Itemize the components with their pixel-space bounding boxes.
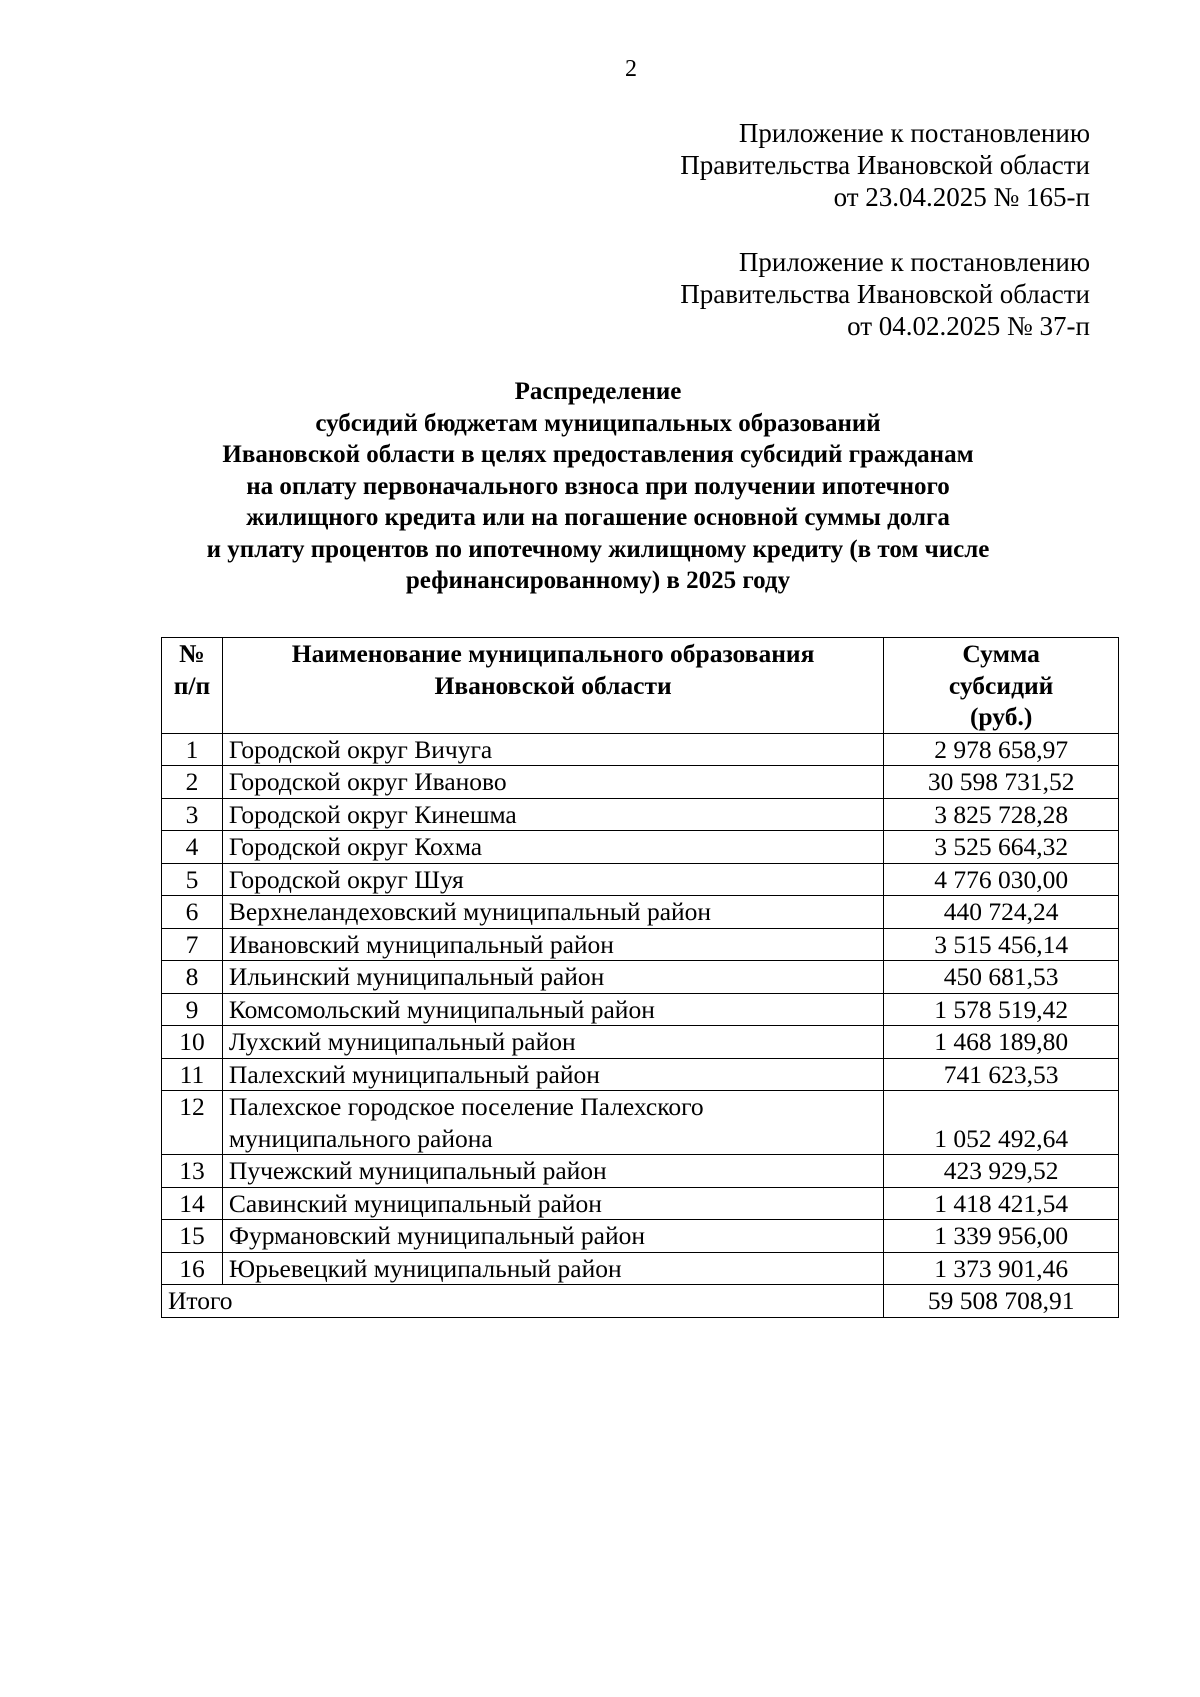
row-municipality-line2: муниципального района [228,1123,493,1153]
row-sum: 450 681,53 [884,961,1119,994]
table-header-row [162,638,1119,734]
row-number: 12 [162,1091,223,1155]
row-sum: 1 052 492,64 [884,1091,1119,1155]
row-municipality-line1: Палехское городское поселение Палехского [228,1092,704,1121]
row-municipality: Городской округ Вичуга [222,733,883,766]
table-row [162,896,1119,929]
annex-reference-current [680,117,1090,213]
table-row [162,798,1119,831]
table-row [162,928,1119,961]
row-municipality: Пучежский муниципальный район [222,1155,883,1188]
header-subsidy-sum [884,638,1119,734]
row-municipality: Лухский муниципальный район [222,1026,883,1059]
table-row [162,863,1119,896]
table-row [162,1187,1119,1220]
row-municipality: Юрьевецкий муниципальный район [222,1252,883,1285]
table-row [162,766,1119,799]
row-number: 10 [162,1026,223,1059]
header-municipality-name [222,638,883,734]
row-municipality: Городской округ Кохма [222,831,883,864]
row-number: 14 [162,1187,223,1220]
row-municipality: Савинский муниципальный район [222,1187,883,1220]
annex-reference-original [680,246,1090,342]
row-number: 7 [162,928,223,961]
annex-original-line3: от 04.02.2025 № 37-п [847,311,1090,341]
row-number: 15 [162,1220,223,1253]
table-total-row [162,1285,1119,1318]
total-label: Итого [162,1285,884,1318]
table-row [162,993,1119,1026]
header-sum-line3: (руб.) [969,702,1033,731]
row-sum: 1 578 519,42 [884,993,1119,1026]
title-line7: рефинансированному) в 2025 году [405,567,791,594]
row-sum: 3 515 456,14 [884,928,1119,961]
row-municipality [222,1091,883,1155]
row-sum: 1 339 956,00 [884,1220,1119,1253]
document-title [130,376,1066,597]
row-number: 11 [162,1058,223,1091]
total-sum: 59 508 708,91 [884,1285,1119,1318]
row-sum: 1 373 901,46 [884,1252,1119,1285]
row-number: 9 [162,993,223,1026]
header-number-line1: № [179,639,205,668]
annex-original-line1: Приложение к постановлению [738,247,1090,277]
row-municipality: Фурмановский муниципальный район [222,1220,883,1253]
annex-original-line2: Правительства Ивановской области [680,279,1090,309]
title-line6: и уплату процентов по ипотечному жилищному кредиту (в том числе [206,535,990,563]
row-sum: 3 525 664,32 [884,831,1119,864]
header-number-line2: п/п [173,670,211,700]
title-line5: жилищного кредита или на погашение основной суммы долга [246,504,950,531]
table-row [162,961,1119,994]
row-number: 3 [162,798,223,831]
header-name-line1: Наименование муниципального образования [291,639,815,668]
row-municipality: Городской округ Шуя [222,863,883,896]
row-number: 8 [162,961,223,994]
row-number: 4 [162,831,223,864]
row-sum: 1 418 421,54 [884,1187,1119,1220]
annex-current-line3: от 23.04.2025 № 165-п [833,182,1090,212]
row-number: 16 [162,1252,223,1285]
table-row [162,1252,1119,1285]
row-number: 6 [162,896,223,929]
row-sum: 1 468 189,80 [884,1026,1119,1059]
header-sum-line1: Сумма [962,639,1040,668]
annex-current-line2: Правительства Ивановской области [680,150,1090,180]
title-line2: субсидий бюджетам муниципальных образований [315,409,881,437]
table-row [162,733,1119,766]
row-municipality: Городской округ Иваново [222,766,883,799]
row-municipality: Комсомольский муниципальный район [222,993,883,1026]
table-row [162,831,1119,864]
row-number: 1 [162,733,223,766]
row-sum: 4 776 030,00 [884,863,1119,896]
row-municipality: Ивановский муниципальный район [222,928,883,961]
header-number [162,638,223,734]
row-number: 2 [162,766,223,799]
row-sum: 2 978 658,97 [884,733,1119,766]
row-municipality: Ильинский муниципальный район [222,961,883,994]
page-number: 2 [625,56,637,82]
row-sum: 440 724,24 [884,896,1119,929]
row-number: 13 [162,1155,223,1188]
row-sum: 30 598 731,52 [884,766,1119,799]
row-number: 5 [162,863,223,896]
row-sum: 741 623,53 [884,1058,1119,1091]
subsidy-distribution-table [161,637,1119,1318]
row-municipality: Палехский муниципальный район [222,1058,883,1091]
row-municipality: Городской округ Кинешма [222,798,883,831]
row-municipality: Верхнеландеховский муниципальный район [222,896,883,929]
title-line3: Ивановской области в целях предоставления субсидий гражданам [222,441,974,468]
title-line1: Распределение [514,378,682,405]
annex-current-line1: Приложение к постановлению [738,118,1090,148]
row-sum: 423 929,52 [884,1155,1119,1188]
table-row [162,1091,1119,1155]
table-row [162,1155,1119,1188]
header-name-line2: Ивановской области [434,670,672,700]
title-line4: на оплату первоначального взноса при получении ипотечного [246,472,950,500]
table-row [162,1058,1119,1091]
header-sum-line2: субсидий [948,670,1054,700]
table-row [162,1220,1119,1253]
row-sum: 3 825 728,28 [884,798,1119,831]
table-row [162,1026,1119,1059]
